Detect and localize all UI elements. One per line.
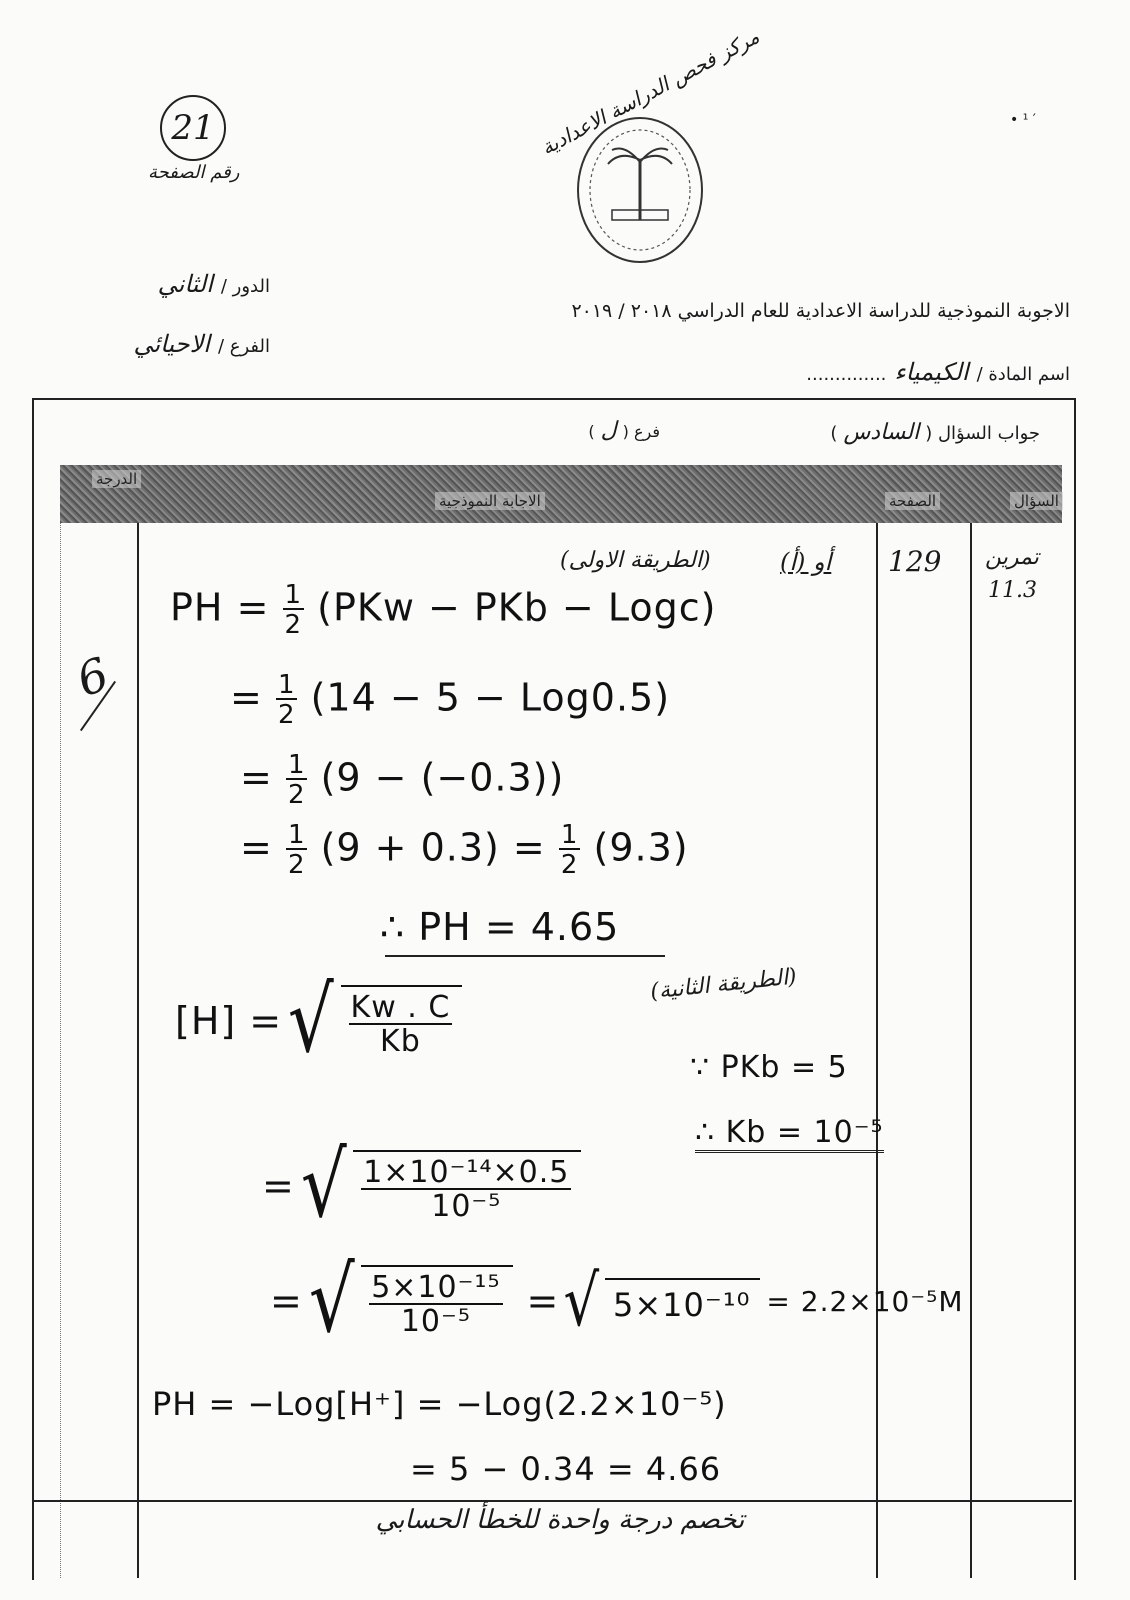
seal-graphic [540,90,740,270]
half-fraction [283,582,305,638]
equals-sign: = [262,1164,295,1208]
branch-row [60,330,270,358]
eq5-num: Kw . C [350,990,451,1025]
eq1-rhs: (PKw − PKb − Logc) [317,585,717,630]
result1-underline [385,955,665,957]
round-row [60,270,270,298]
half-fraction [286,822,308,878]
exam-title: الاجوبة النموذجية للدراسة الاعدادية للعام الدراسي ٢٠١٨ / ٢٠١٩ [571,300,1070,322]
eq-line-8: PH = −Log[H⁺] = −Log(2.2×10⁻⁵) [152,1385,727,1423]
frac-num: 1 [287,750,306,780]
eq-line-2 [230,672,670,728]
result-method1: ∴ PH = 4.65 [380,905,620,949]
eq6-num: 1×10⁻¹⁴×0.5 [363,1155,570,1190]
question-close: ) [830,423,838,444]
footer-note: تخصم درجة واحدة للخطأ الحسابي [375,1505,745,1535]
eq-line-5 [175,968,462,1073]
radical-icon: √ [287,968,335,1073]
answer-question-row [700,420,1040,445]
round-value: الثاني [157,270,213,298]
eq4a: (9 + 0.3) = [320,825,546,870]
eq-line-3 [240,752,564,808]
method1-label: (الطريقة الاولى) [560,548,711,573]
eq-line-4 [240,822,689,878]
round-label: الدور / [220,276,270,297]
branch-value: الاحيائي [133,330,210,358]
equals-sign: = [526,1279,560,1323]
eq1-lhs: PH = [170,585,270,630]
page-number: 21 [171,108,215,148]
subject-row [730,358,1070,386]
half-fraction [559,822,581,878]
question-label: جواب السؤال ( [925,423,1040,444]
question-value: السادس [843,420,920,445]
eq4b: (9.3) [593,825,689,870]
eq-line-1 [170,582,716,638]
frac-den: 2 [287,850,306,880]
col-answer-header: الاجابة النموذجية [435,492,545,510]
col-grade-header: الدرجة [92,470,141,488]
question-num: 11.3 [988,578,1037,603]
eq-line-6 [262,1133,581,1238]
col-page-header: الصفحة [885,492,940,510]
col-line-left [60,523,62,1578]
method2-label: (الطريقة الثانية) [649,964,798,1005]
frac-den: 2 [287,780,306,810]
question-ref: تمرين [985,545,1039,570]
page-number-circle [160,95,226,161]
radical-icon: √ [308,1248,356,1353]
equals-sign: = [230,675,263,720]
equals-sign: = [240,755,273,800]
page-ref: 129 [888,545,942,578]
sqrt-expr [303,1248,513,1353]
equals-sign: = [270,1279,303,1323]
eq7-den: 10⁻⁵ [400,1304,471,1339]
side-note-1: ∵ PKb = 5 [690,1050,848,1085]
frac-den: 2 [284,610,303,640]
page-number-label: رقم الصفحة [148,162,240,183]
col-line-3 [970,523,972,1578]
answer-branch-label: فرع ( [622,422,660,441]
subject-label: اسم المادة / [976,364,1070,385]
answer-branch-value: ل [600,418,617,443]
subject-dots: .............. [806,364,887,385]
answer-tag: أو (أ) [780,548,832,576]
col-line-2 [876,523,878,1578]
half-fraction [276,672,298,728]
eq7-num: 5×10⁻¹⁵ [371,1270,501,1305]
sqrt-expr [282,968,462,1073]
frac-num: 1 [284,580,303,610]
frame-bottom [32,1500,1072,1502]
frac-num: 1 [560,820,579,850]
half-fraction [286,752,308,808]
frac-num: 1 [287,820,306,850]
branch-label: الفرع / [217,336,270,357]
grade-value: 6 [69,646,116,708]
sqrt-expr [559,1260,760,1342]
equals-sign: = [240,825,273,870]
answer-branch-row [480,418,660,443]
eq2-rhs: (14 − 5 − Log0.5) [310,675,671,720]
eq-line-9: = 5 − 0.34 = 4.66 [410,1450,722,1488]
col-line-1 [137,523,139,1578]
radical-icon: √ [563,1260,601,1342]
eq-line-7 [270,1248,964,1353]
frac-den: 2 [277,700,296,730]
frac-num: 1 [277,670,296,700]
frac-den: 2 [560,850,579,880]
eq3-rhs: (9 − (−0.3)) [320,755,565,800]
side-note-2: ∴ Kb = 10⁻⁵ [695,1115,884,1153]
col-question-header: السؤال [1010,492,1063,510]
sqrt-expr [295,1133,582,1238]
radical-icon: √ [300,1133,348,1238]
eq5-lhs: [H] = [175,999,283,1043]
eq5-den: Kb [380,1024,421,1059]
seal-arc-text: مركز فحص الدراسة الاعدادية [536,24,764,160]
answer-branch-close: ) [588,422,595,441]
subject-value: الكيمياء [894,358,969,386]
eq7-res: = 2.2×10⁻⁵M [766,1284,964,1318]
eq7-mid: 5×10⁻¹⁰ [605,1278,760,1324]
official-seal [540,90,740,270]
eq6-den: 10⁻⁵ [431,1189,502,1224]
corner-marks: • ¹ ′ [1010,112,1036,128]
